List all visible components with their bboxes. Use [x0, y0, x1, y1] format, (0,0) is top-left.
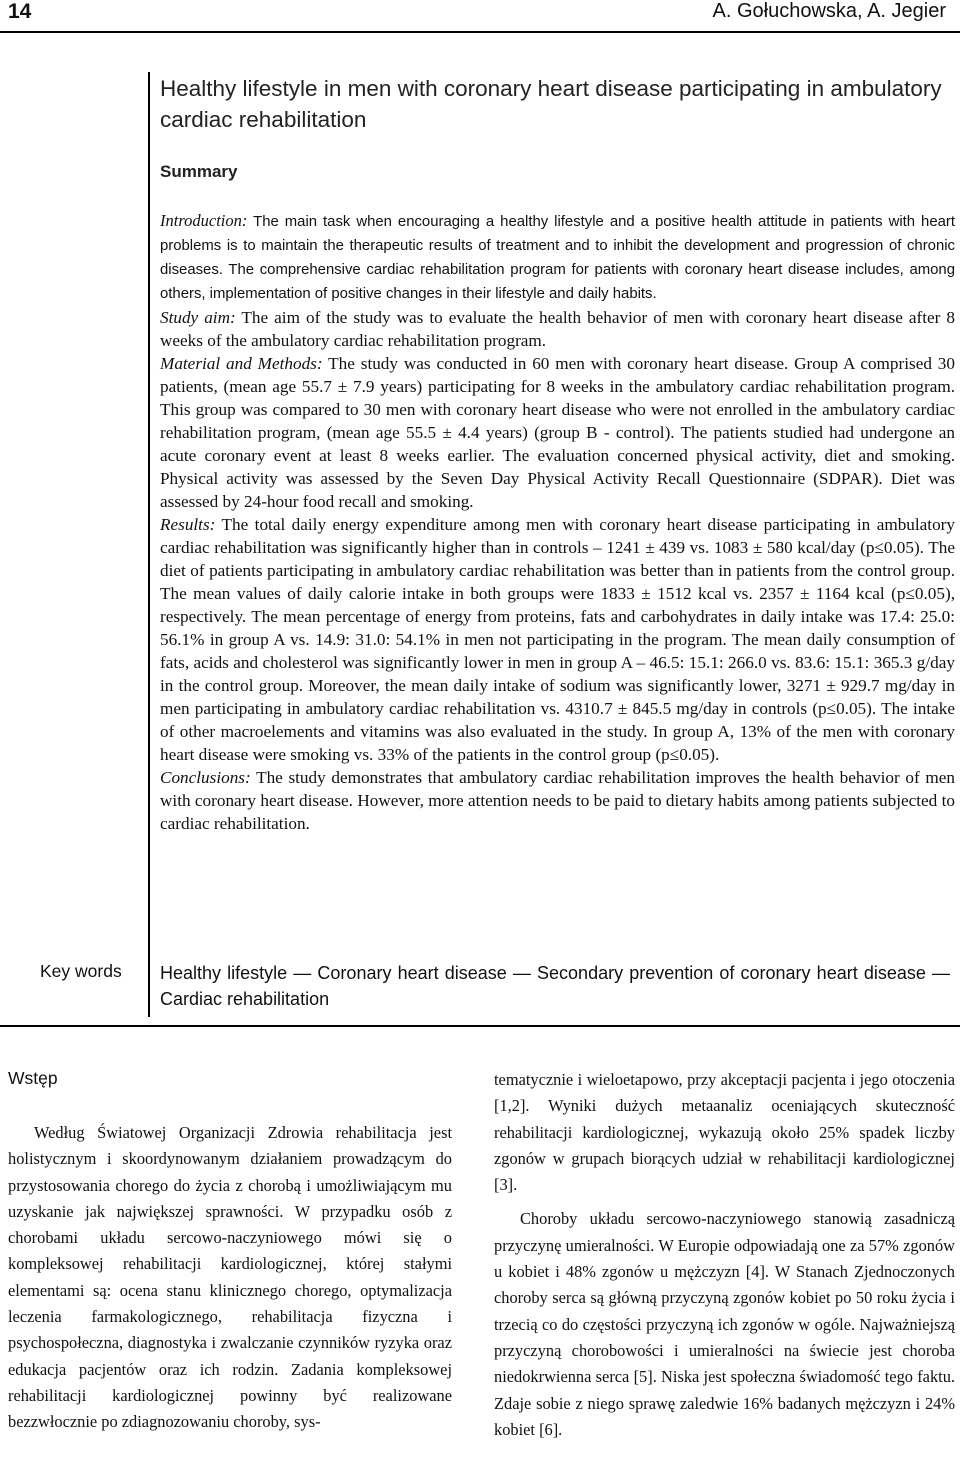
study-aim-label: Study aim: [160, 308, 236, 327]
page-number: 14 [8, 0, 32, 23]
abstract-introduction [160, 209, 955, 306]
abstract-methods [160, 352, 955, 513]
conclusions-text: The study demonstrates that ambulatory cardiac rehabilitation improves the health behavior of men with coronary heart disease. However, more attention needs to be paid to dietary habits among patients subjected to cardiac rehabilitation. [160, 768, 955, 833]
body-paragraph: Według Światowej Organizacji Zdrowia rehabilitacja jest holistycznym i skoordynowanym działaniem prowadzącym do przystosowania chorego do życia z chorobą i umożliwiającym mu uzyskanie jak największej sprawności. W przypadku osób z chorobami układu sercowo-naczyniowego mówi się o kompleksowej rehabilitacji kardiologicznej, której stałymi elementami są: ocena stanu klinicznego chorego, optymalizacja leczenia farmakologicznego, rehabilitacja fizyczna i psychospołeczna, diagnostyka i zwalczanie czynników ryzyka oraz edukacja pacjentów oraz ich rodzin. Zadania kompleksowej rehabilitacji kardiologicznej powinny być realizowane bezzwłocznie po zdiagnozowaniu choroby, sys- [8, 1123, 452, 1432]
summary-heading: Summary [160, 162, 238, 181]
conclusions-label: Conclusions: [160, 768, 251, 787]
abstract-conclusions [160, 766, 955, 835]
abstract-results [160, 513, 955, 766]
abstract-study-aim [160, 306, 955, 352]
methods-text: The study was conducted in 60 men with coronary heart disease. Group A comprised 30 patients, (mean age 55.7 ± 7.9 years) participating for 8 weeks in the ambulatory cardiac rehabilitation program. This group was compared to 30 men with coronary heart disease who were not enrolled in the ambulatory cardiac rehabilitation program, (mean age 55.5 ± 4.4 years) (group B - control). The patients studied had undergone an acute coronary event at least 8 weeks earlier. The evaluation concerned physical activity, diet and smoking. Physical activity was assessed by the Seven Day Physical Activity Recall Questionnaire (SDPAR). Diet was assessed by 24-hour food recall and smoking. [160, 354, 955, 511]
body-paragraph: Choroby układu sercowo-naczyniowego stanowią zasadniczą przyczynę umieralności. W Europie odpowiadają one za 57% zgonów u kobiet i 48% zgonów u mężczyzn [4]. W Stanach Zjednoczonych choroby serca są główną przyczyną zgonów kobiet po 50 roku życia i trzecią co do częstości przyczyną ich zgonów w ogóle. Najważniejszą przyczyną chorobowości i umieralności na świecie jest choroba niedokrwienna serca [5]. Niska jest społeczna świadomość tego faktu. Zdaje sobie z niego sprawę zaledwie 16% badanych mężczyzn i 24% kobiet [6]. [494, 1209, 955, 1439]
body-column-right [494, 1067, 955, 1443]
section-heading-intro: Wstęp [8, 1068, 58, 1088]
keywords-text: Healthy lifestyle — Coronary heart disease — Secondary prevention of coronary heart disease — Cardiac rehabilitation [160, 963, 950, 1009]
methods-label: Material and Methods: [160, 354, 323, 373]
introduction-text: The main task when encouraging a healthy lifestyle and a positive health attitude in patients with heart problems is to maintain the therapeutic results of treatment and to inhibit the development and progression of chronic diseases. The comprehensive cardiac rehabilitation program for patients with coronary heart disease includes, among others, implementation of positive changes in their lifestyle and daily habits. [160, 214, 955, 302]
results-text: The total daily energy expenditure among men with coronary heart disease participating in ambulatory cardiac rehabilitation was significantly higher than in controls – 1241 ± 439 vs. 1083 ± 580 kcal/day (p≤0.05). The diet of patients participating in ambulatory cardiac rehabilitation was better than in patients from the control group. The mean values of daily calorie intake in both groups were 1833 ± 1512 kcal vs. 2357 ± 1164 kcal (p≤0.05), respectively. The mean percentage of energy from proteins, fats and carbohydrates in daily intake was 17.4: 25.0: 56.1% in group A vs. 14.9: 31.0: 54.1% in men not participating in the program. The mean daily consumption of fats, acids and cholesterol was significantly lower in men in group A – 46.5: 15.1: 266.0 vs. 83.6: 15.1: 365.3 g/day in the control group. Moreover, the mean daily intake of sodium was significantly lower, 3271 ± 929.7 mg/day in men participating in ambulatory cardiac rehabilitation vs. 4310.7 ± 845.5 mg/day in controls (p≤0.05). The intake of other macroelements and vitamins was also evaluated in the study. In group A, 13% of the men with coronary heart disease were smoking vs. 33% of the patients in the control group (p≤0.05). [160, 515, 955, 764]
abstract-vertical-rule [148, 72, 150, 1017]
keywords-label: Key words [40, 961, 122, 981]
running-head-authors: A. Gołuchowska, A. Jegier [712, 0, 946, 22]
study-aim-text: The aim of the study was to evaluate the health behavior of men with coronary heart disease after 8 weeks of the ambulatory cardiac rehabilitation program. [160, 308, 955, 350]
header-rule [0, 31, 960, 33]
abstract [160, 209, 955, 835]
body-paragraph: tematycznie i wieloetapowo, przy akceptacji pacjenta i jego otoczenia [1,2]. Wyniki dużych metaanaliz oceniających skuteczność rehabilitacji kardiologicznej, wykazują około 25% spadek liczby zgonów w grupach biorących udział w rehabilitacji kardiologicznej [3]. [494, 1070, 955, 1195]
introduction-label: Introduction: [160, 211, 248, 230]
results-label: Results: [160, 515, 216, 534]
abstract-bottom-rule [0, 1025, 960, 1027]
article-title: Healthy lifestyle in men with coronary heart disease participating in ambulatory cardiac rehabilitation [160, 76, 942, 132]
body-column-left [8, 1120, 452, 1436]
